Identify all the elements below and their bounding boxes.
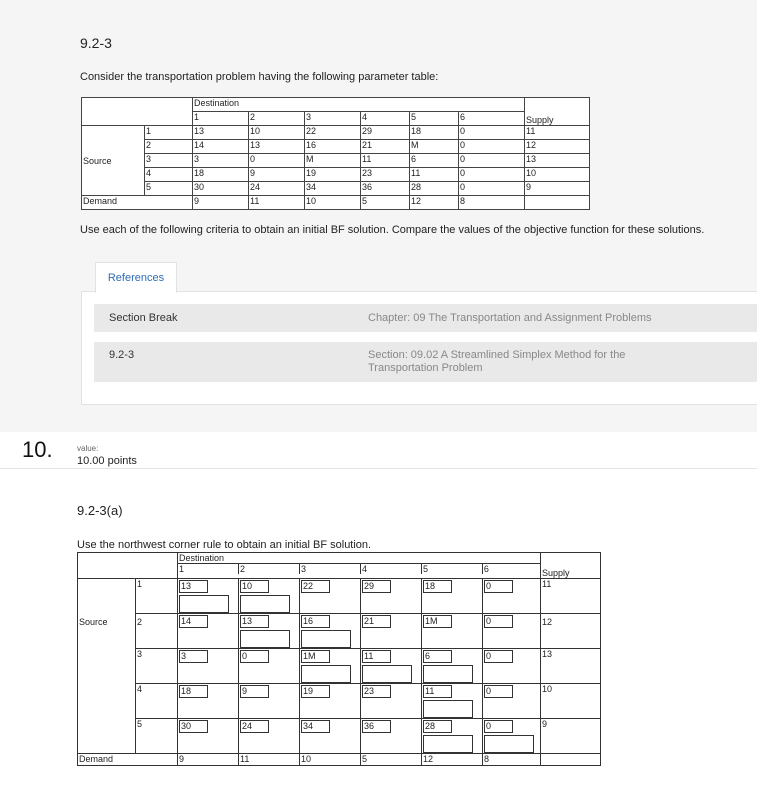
references-tab[interactable]: References <box>95 262 177 293</box>
destination-header: Destination <box>178 553 540 564</box>
source-num: 5 <box>136 719 178 754</box>
demand-cell: 5 <box>361 196 410 210</box>
supply-cell: 12 <box>525 140 590 154</box>
cost-cell: 21 <box>361 140 410 154</box>
problem-instruction: Use each of the following criteria to obtain an initial BF solution. Compare the values of the objective function for these solutions. <box>80 224 705 236</box>
demand-cell: 9 <box>178 754 239 766</box>
allocation-input[interactable] <box>423 665 473 683</box>
question-title: 9.2-3(a) <box>77 503 123 518</box>
supply-cell: 9 <box>541 719 601 754</box>
cost-cell: 0 <box>459 154 525 168</box>
cost-box: 11 <box>423 685 452 698</box>
cost-cell: 0 <box>459 126 525 140</box>
allocation-input[interactable] <box>240 595 290 613</box>
cost-box: 13 <box>179 580 208 593</box>
problem-intro: Consider the transportation problem having the following parameter table: <box>80 71 439 83</box>
cost-cell: 16 <box>305 140 361 154</box>
allocation-input[interactable] <box>362 665 412 683</box>
cost-cell: 10 <box>249 126 305 140</box>
dest-col: 2 <box>249 112 305 126</box>
cost-box: 6 <box>423 650 452 663</box>
cost-box: 22 <box>301 580 330 593</box>
reference-label: Section Break <box>109 312 178 324</box>
supply-header: Supply <box>525 98 590 126</box>
cost-box: 28 <box>423 720 452 733</box>
destination-header: Destination <box>193 98 525 112</box>
cost-cell: M <box>410 140 459 154</box>
supply-cell: 10 <box>525 168 590 182</box>
allocation-input[interactable] <box>301 665 351 683</box>
dest-col: 3 <box>300 564 361 574</box>
cost-cell: 22 <box>305 126 361 140</box>
cost-cell: 23 <box>361 168 410 182</box>
dest-col: 5 <box>422 564 483 574</box>
dest-col: 2 <box>239 564 300 574</box>
dest-col: 1 <box>193 112 249 126</box>
reference-row <box>94 342 757 382</box>
parameter-table <box>81 97 590 210</box>
cost-cell: 13 <box>193 126 249 140</box>
source-num: 2 <box>145 140 193 154</box>
demand-cell: 12 <box>422 754 483 766</box>
cost-box: 36 <box>362 720 391 733</box>
cost-cell: 9 <box>249 168 305 182</box>
source-label: Source <box>78 614 136 649</box>
reference-value: Section: 09.02 A Streamlined Simplex Method for the Transportation Problem <box>368 349 626 374</box>
dest-col: 4 <box>361 564 422 574</box>
cost-box: 24 <box>240 720 269 733</box>
cost-cell: 3 <box>193 154 249 168</box>
problem-title: 9.2-3 <box>80 35 112 51</box>
cost-cell: 0 <box>459 182 525 196</box>
question-points: 10.00 points <box>77 455 137 467</box>
demand-label: Demand <box>78 754 178 766</box>
allocation-input[interactable] <box>423 735 473 753</box>
demand-cell: 11 <box>239 754 300 766</box>
dest-col: 5 <box>410 112 459 126</box>
supply-cell: 13 <box>525 154 590 168</box>
reference-row <box>94 304 757 332</box>
cost-box: 0 <box>484 720 513 733</box>
cost-box: 3 <box>179 650 208 663</box>
cost-box: 19 <box>301 685 330 698</box>
demand-cell: 9 <box>193 196 249 210</box>
supply-cell: 11 <box>541 579 601 614</box>
dest-col: 1 <box>178 564 239 574</box>
source-num: 3 <box>145 154 193 168</box>
destination-header-cell <box>178 553 541 579</box>
demand-cell: 12 <box>410 196 459 210</box>
solution-table <box>77 552 601 766</box>
cost-box: 1M <box>301 650 330 663</box>
dest-col: 4 <box>361 112 410 126</box>
demand-cell: 10 <box>305 196 361 210</box>
cost-cell: 29 <box>361 126 410 140</box>
cost-cell: 13 <box>249 140 305 154</box>
demand-label: Demand <box>82 196 193 210</box>
source-num: 4 <box>136 684 178 719</box>
source-num: 5 <box>145 182 193 196</box>
cost-cell: 18 <box>410 126 459 140</box>
source-num: 1 <box>145 126 193 140</box>
reference-value: Chapter: 09 The Transportation and Assignment Problems <box>368 312 652 324</box>
cost-box: 0 <box>484 615 513 628</box>
supply-header: Supply <box>541 553 601 579</box>
cost-box: 23 <box>362 685 391 698</box>
divider <box>0 468 757 469</box>
cost-box: 18 <box>179 685 208 698</box>
cost-cell: 24 <box>249 182 305 196</box>
allocation-input[interactable] <box>240 630 290 648</box>
cost-box: 30 <box>179 720 208 733</box>
allocation-input[interactable] <box>179 595 229 613</box>
cost-box: 0 <box>240 650 269 663</box>
demand-cell: 11 <box>249 196 305 210</box>
dest-col: 6 <box>459 112 525 126</box>
supply-cell: 11 <box>525 126 590 140</box>
cost-cell: 6 <box>410 154 459 168</box>
demand-cell: 5 <box>361 754 422 766</box>
cost-cell: 30 <box>193 182 249 196</box>
allocation-input[interactable] <box>301 630 351 648</box>
cost-cell: 0 <box>249 154 305 168</box>
cost-box: 1M <box>423 615 452 628</box>
cost-cell: M <box>305 154 361 168</box>
cost-cell: 0 <box>459 168 525 182</box>
cost-box: 29 <box>362 580 391 593</box>
supply-cell: 9 <box>525 182 590 196</box>
cost-cell: 28 <box>410 182 459 196</box>
cost-cell: 11 <box>361 154 410 168</box>
supply-cell: 13 <box>541 649 601 684</box>
dest-col: 6 <box>483 564 489 574</box>
demand-cell: 10 <box>300 754 361 766</box>
cost-box: 9 <box>240 685 269 698</box>
reference-label: 9.2-3 <box>109 349 135 361</box>
cost-box: 18 <box>423 580 452 593</box>
dest-col: 3 <box>305 112 361 126</box>
demand-cell: 8 <box>459 196 525 210</box>
cost-box: 0 <box>484 580 513 593</box>
question-instruction: Use the northwest corner rule to obtain an initial BF solution. <box>77 539 372 551</box>
question-number: 10. <box>22 437 53 462</box>
cost-cell: 36 <box>361 182 410 196</box>
allocation-input[interactable] <box>484 735 534 753</box>
allocation-input[interactable] <box>423 700 473 718</box>
source-num: 4 <box>145 168 193 182</box>
demand-cell: 8 <box>483 754 541 766</box>
source-num: 1 <box>136 579 178 614</box>
supply-cell: 10 <box>541 684 601 719</box>
cost-cell: 11 <box>410 168 459 182</box>
cost-box: 10 <box>240 580 269 593</box>
cost-cell: 34 <box>305 182 361 196</box>
source-num: 3 <box>136 649 178 684</box>
cost-box: 13 <box>240 615 269 628</box>
source-label: Source <box>82 126 145 196</box>
cost-box: 21 <box>362 615 391 628</box>
source-num: 2 <box>136 614 178 649</box>
cost-box: 34 <box>301 720 330 733</box>
cost-box: 14 <box>179 615 208 628</box>
cost-cell: 19 <box>305 168 361 182</box>
cost-box: 11 <box>362 650 391 663</box>
cost-cell: 18 <box>193 168 249 182</box>
cost-cell: 14 <box>193 140 249 154</box>
cost-box: 16 <box>301 615 330 628</box>
supply-cell: 12 <box>541 614 601 649</box>
cost-cell: 0 <box>459 140 525 154</box>
cost-box: 0 <box>484 685 513 698</box>
value-label: value: <box>77 444 99 453</box>
cost-box: 0 <box>484 650 513 663</box>
